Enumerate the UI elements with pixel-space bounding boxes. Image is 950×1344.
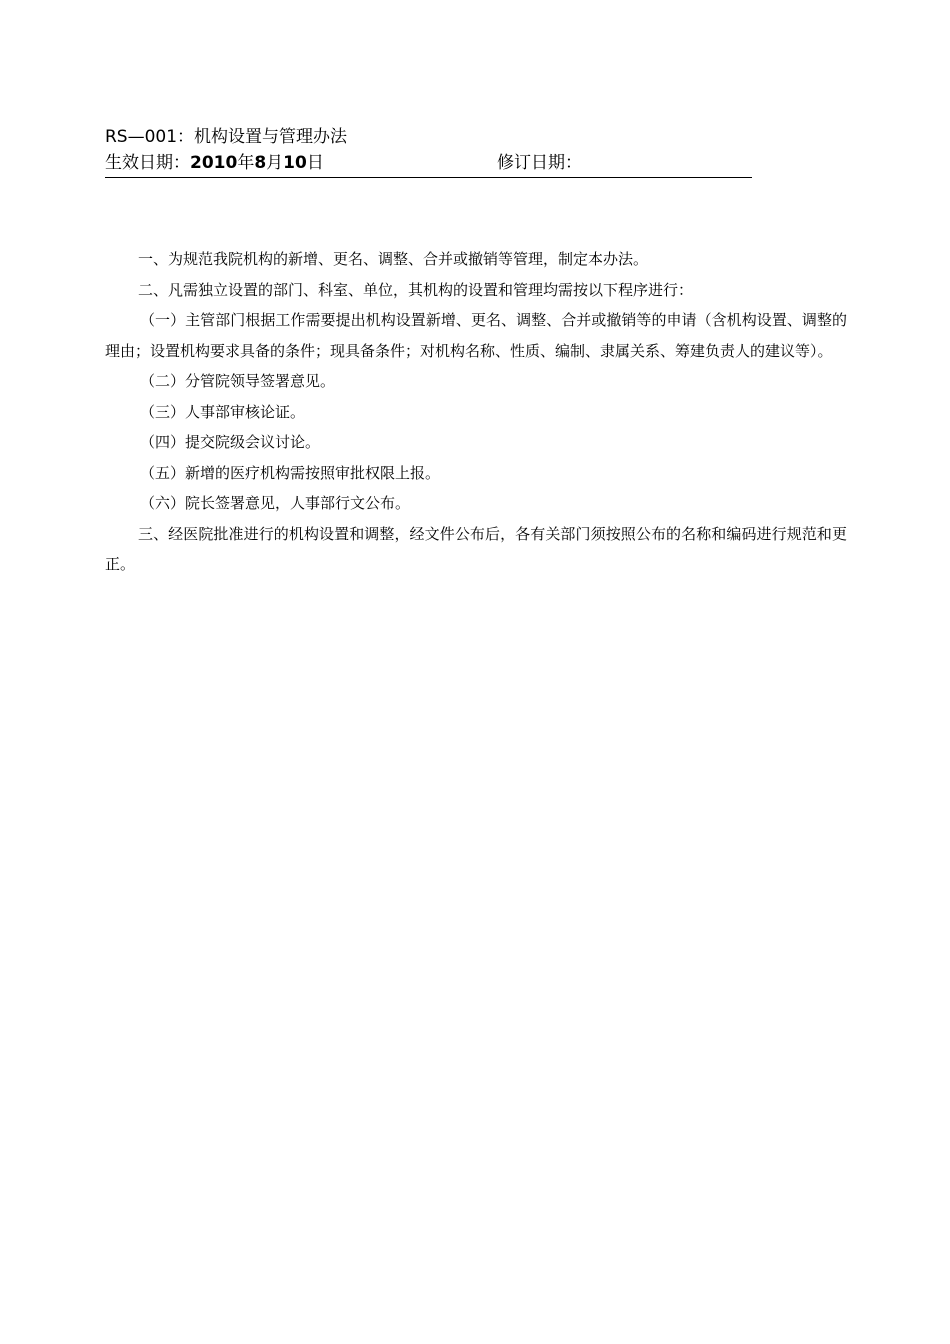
document-body bbox=[105, 244, 847, 580]
paragraph-step-6: （六）院长签署意见，人事部行文公布。 bbox=[140, 494, 411, 512]
paragraph-2: 二、凡需独立设置的部门、科室、单位，其机构的设置和管理均需按以下程序进行： bbox=[138, 280, 694, 299]
paragraph-step-1: （一）主管部门根据工作需要提出机构设置新增、更名、调整、合并或撤销等的申请（含机构设置、调整的理由；设置机构要求具备的条件；现具备条件；对机构名称、性质、编制、隶属关系、筹建负责人的建议等）。 bbox=[105, 311, 847, 360]
paragraph-step-2: （二）分管院领导签署意见。 bbox=[140, 372, 336, 390]
month-char: 月 bbox=[266, 153, 284, 173]
effective-month: 8 bbox=[254, 153, 267, 173]
document-title: RS—001：机构设置与管理办法 bbox=[105, 127, 348, 147]
document-header bbox=[105, 124, 755, 178]
paragraph-step-4: （四）提交院级会议讨论。 bbox=[140, 433, 321, 451]
paragraph-step-5: （五）新增的医疗机构需按照审批权限上报。 bbox=[140, 463, 441, 482]
effective-year: 2010 bbox=[190, 153, 238, 173]
effective-date-label: 生效日期： bbox=[105, 153, 190, 173]
paragraph-3: 三、经医院批准进行的机构设置和调整，经文件公布后，各有关部门须按照公布的名称和编码进行规范和更正。 bbox=[105, 524, 847, 573]
paragraph-1: 一、为规范我院机构的新增、更名、调整、合并或撤销等管理，制定本办法。 bbox=[138, 250, 649, 268]
paragraph-step-3: （三）人事部审核论证。 bbox=[140, 402, 306, 421]
day-char: 日 bbox=[306, 153, 324, 173]
effective-day: 10 bbox=[283, 153, 307, 173]
year-char: 年 bbox=[237, 153, 255, 173]
revised-date-label: 修订日期： bbox=[497, 153, 582, 173]
date-line bbox=[105, 150, 752, 178]
